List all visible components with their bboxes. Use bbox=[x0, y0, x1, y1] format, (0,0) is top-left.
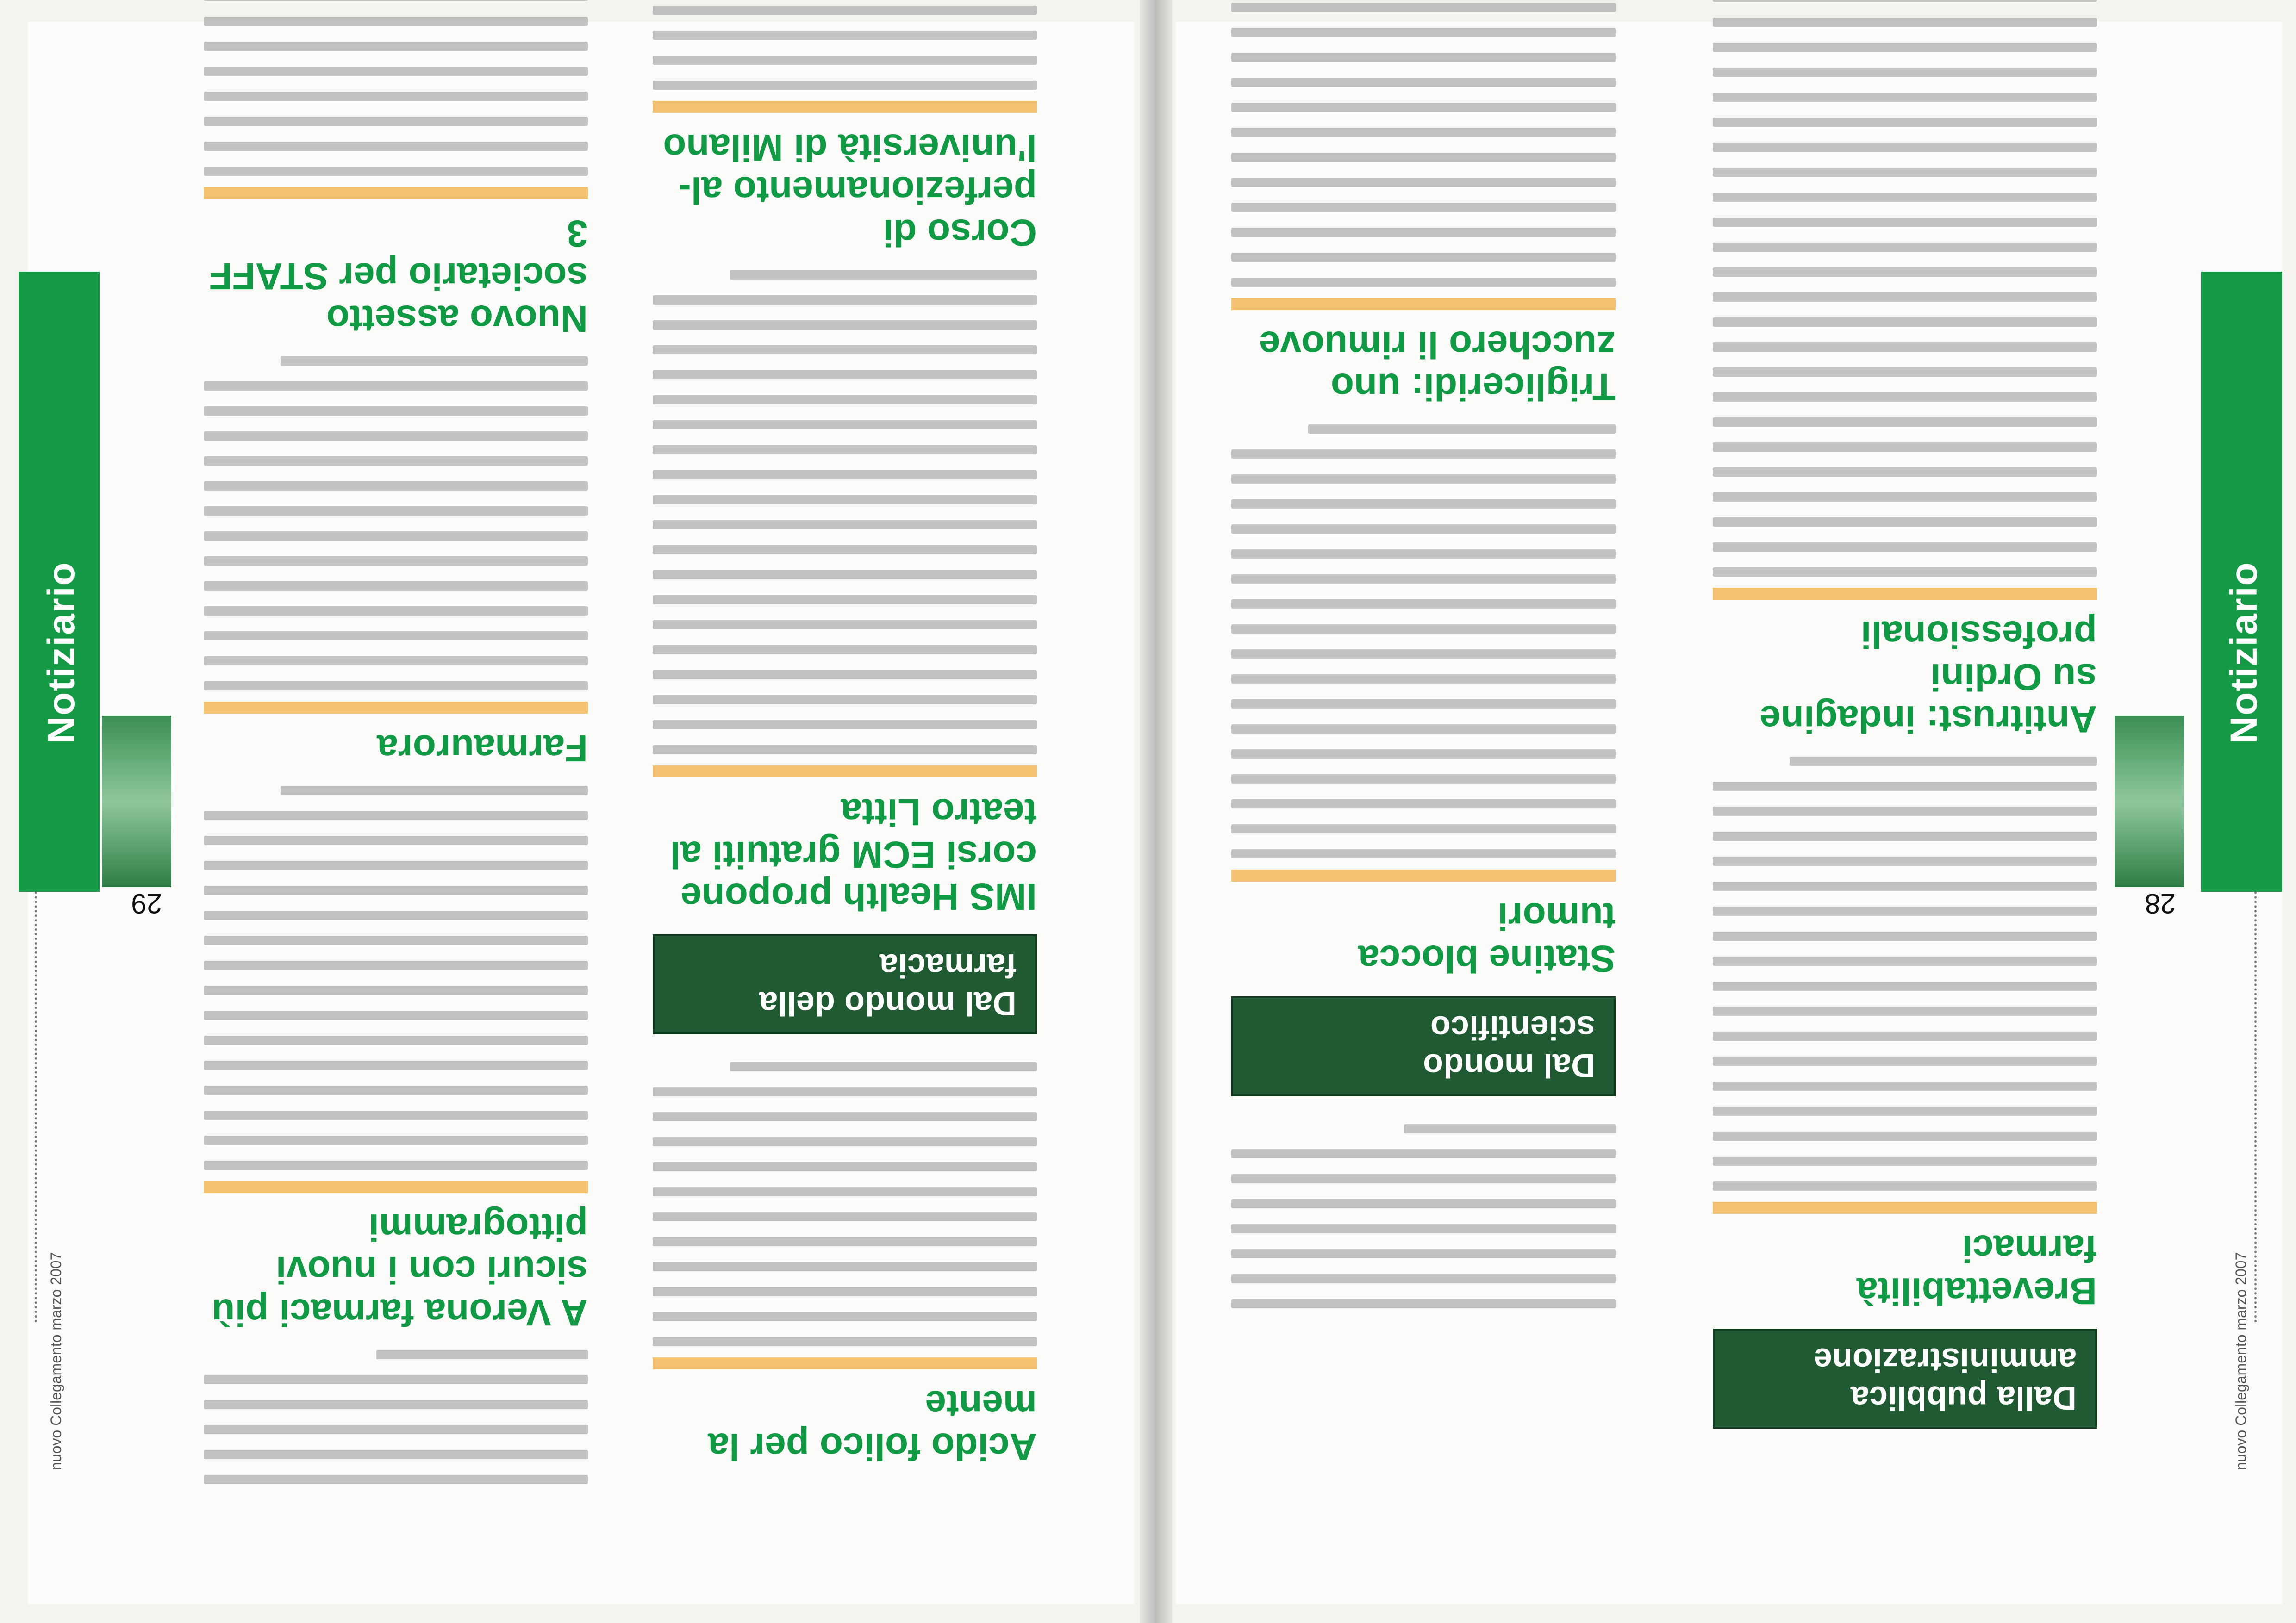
body-line bbox=[204, 1111, 588, 1120]
running-head-right: nuovo Collegamento marzo 2007 bbox=[48, 1252, 64, 1470]
body-line bbox=[1404, 1124, 1616, 1133]
body-line bbox=[653, 520, 1037, 529]
body-line bbox=[653, 445, 1037, 454]
body-line bbox=[204, 67, 588, 76]
body-line bbox=[1713, 857, 2097, 866]
body-line bbox=[1231, 774, 1616, 784]
body-line bbox=[1231, 278, 1616, 287]
body-line bbox=[653, 670, 1037, 679]
body-line bbox=[204, 167, 588, 176]
body-line bbox=[653, 1212, 1037, 1221]
body-line bbox=[1231, 624, 1616, 634]
body-line bbox=[204, 631, 588, 640]
body-line bbox=[204, 861, 588, 870]
body-line bbox=[204, 1425, 588, 1434]
body-line bbox=[204, 381, 588, 391]
body-line bbox=[204, 1086, 588, 1095]
body-line bbox=[1713, 492, 2097, 502]
left-page-column-2 bbox=[1231, 0, 1616, 1308]
body-line bbox=[1713, 1007, 2097, 1016]
body-line bbox=[1231, 549, 1616, 559]
body-line bbox=[730, 1062, 1037, 1071]
right-page-column-1 bbox=[653, 0, 1037, 1484]
article-heading: Farmaurora bbox=[377, 727, 588, 769]
body-line bbox=[204, 1375, 588, 1384]
body-line bbox=[204, 681, 588, 690]
section-bar: Dalla pubblica amministrazione bbox=[1713, 1329, 2097, 1429]
body-line bbox=[653, 1162, 1037, 1171]
body-line bbox=[1713, 782, 2097, 791]
body-line bbox=[653, 420, 1037, 429]
body-line bbox=[204, 836, 588, 845]
body-line bbox=[1713, 18, 2097, 27]
body-line bbox=[653, 545, 1037, 554]
body-line bbox=[1713, 342, 2097, 352]
body-line bbox=[1231, 1274, 1616, 1283]
body-line bbox=[653, 1237, 1037, 1246]
body-line bbox=[1713, 43, 2097, 52]
body-line bbox=[1231, 824, 1616, 833]
body-line bbox=[204, 456, 588, 466]
body-line bbox=[1713, 367, 2097, 377]
body-line bbox=[1231, 1174, 1616, 1183]
body-line bbox=[1713, 542, 2097, 552]
body-line bbox=[1231, 674, 1616, 684]
body-line bbox=[653, 1262, 1037, 1271]
body-line bbox=[204, 986, 588, 995]
body-line bbox=[1713, 168, 2097, 177]
left-page-column-1 bbox=[1713, 0, 2097, 1429]
body-line bbox=[204, 581, 588, 591]
body-line bbox=[204, 117, 588, 126]
article-heading: Statine blocca tumori bbox=[1358, 895, 1616, 980]
body-line bbox=[1713, 907, 2097, 916]
body-line bbox=[1713, 1032, 2097, 1041]
article-heading: IMS Health propone corsi ECM gratuiti al teatro Litta bbox=[670, 790, 1037, 918]
body-line bbox=[653, 1137, 1037, 1146]
body-line bbox=[1713, 317, 2097, 327]
body-line bbox=[204, 431, 588, 441]
divider-rule bbox=[204, 702, 588, 714]
body-line bbox=[204, 1011, 588, 1020]
body-line bbox=[1713, 1157, 2097, 1166]
body-line bbox=[653, 745, 1037, 754]
body-line bbox=[653, 720, 1037, 729]
body-line bbox=[1231, 524, 1616, 534]
body-line bbox=[204, 142, 588, 151]
body-line bbox=[653, 645, 1037, 654]
divider-rule bbox=[653, 765, 1037, 777]
body-line bbox=[1231, 849, 1616, 858]
body-line bbox=[653, 31, 1037, 40]
body-line bbox=[1713, 267, 2097, 277]
divider-rule bbox=[653, 1357, 1037, 1369]
section-bar: Dal mondo scientifico bbox=[1231, 996, 1616, 1096]
body-line bbox=[1231, 499, 1616, 509]
body-line bbox=[1231, 649, 1616, 659]
body-line bbox=[1713, 68, 2097, 77]
section-bar: Dal mondo della farmacia bbox=[653, 934, 1037, 1034]
body-line bbox=[1713, 807, 2097, 816]
body-line bbox=[1713, 143, 2097, 152]
body-line bbox=[204, 406, 588, 416]
article-heading: Corso di perfezionamento al- l'università di Milano bbox=[663, 126, 1037, 254]
body-line bbox=[1308, 424, 1616, 434]
body-line bbox=[1713, 467, 2097, 477]
page-number-left: 28 bbox=[2145, 888, 2176, 919]
body-line bbox=[204, 1400, 588, 1409]
body-line bbox=[204, 936, 588, 945]
article-heading: Trigliceridi: uno zucchero li rimuove bbox=[1259, 323, 1616, 408]
body-line bbox=[653, 1312, 1037, 1321]
body-line bbox=[1713, 1082, 2097, 1091]
body-line bbox=[1231, 128, 1616, 137]
body-line bbox=[1231, 3, 1616, 12]
body-line bbox=[1231, 1299, 1616, 1308]
body-line bbox=[653, 1087, 1037, 1096]
body-line bbox=[653, 570, 1037, 579]
body-line bbox=[1231, 599, 1616, 609]
body-line bbox=[653, 345, 1037, 354]
article-heading: Antitrust: indagine su Ordini professionali bbox=[1759, 613, 2097, 740]
body-line bbox=[1231, 799, 1616, 808]
body-line bbox=[1231, 749, 1616, 759]
right-page-column-2 bbox=[204, 0, 588, 1484]
body-line bbox=[653, 1112, 1037, 1121]
body-line bbox=[1231, 103, 1616, 112]
body-line bbox=[204, 606, 588, 616]
body-line bbox=[204, 886, 588, 895]
body-line bbox=[377, 1350, 588, 1359]
body-line bbox=[1231, 178, 1616, 187]
body-line bbox=[204, 17, 588, 26]
body-line bbox=[653, 81, 1037, 90]
body-line bbox=[1231, 474, 1616, 484]
body-line bbox=[1713, 957, 2097, 966]
body-line bbox=[653, 595, 1037, 604]
body-line bbox=[1231, 78, 1616, 87]
body-line bbox=[653, 470, 1037, 479]
body-line bbox=[1713, 243, 2097, 252]
body-line bbox=[204, 92, 588, 101]
body-line bbox=[204, 911, 588, 920]
body-line bbox=[1713, 118, 2097, 127]
body-line bbox=[653, 56, 1037, 65]
body-line bbox=[653, 370, 1037, 379]
body-line bbox=[204, 1136, 588, 1145]
body-line bbox=[653, 6, 1037, 15]
body-line bbox=[1231, 228, 1616, 237]
body-line bbox=[1713, 417, 2097, 427]
divider-rule bbox=[204, 1181, 588, 1193]
article-heading: Brevettabilità farmaci bbox=[1856, 1227, 2097, 1312]
divider-rule bbox=[204, 187, 588, 199]
page-number-right: 29 bbox=[131, 888, 162, 919]
divider-rule bbox=[1231, 298, 1616, 310]
body-line bbox=[204, 506, 588, 516]
body-line bbox=[1713, 1132, 2097, 1141]
body-line bbox=[1713, 832, 2097, 841]
body-line bbox=[204, 1475, 588, 1484]
body-line bbox=[653, 1337, 1037, 1346]
section-tab-label-right: Notiziario bbox=[40, 561, 82, 744]
divider-rule bbox=[653, 101, 1037, 113]
section-tab-label-left: Notiziario bbox=[2223, 561, 2265, 744]
body-line bbox=[1231, 153, 1616, 162]
body-line bbox=[1713, 392, 2097, 402]
body-line bbox=[653, 320, 1037, 330]
body-line bbox=[653, 1287, 1037, 1296]
body-line bbox=[653, 695, 1037, 704]
body-line bbox=[1713, 1057, 2097, 1066]
body-line bbox=[1713, 1107, 2097, 1116]
body-line bbox=[1713, 567, 2097, 577]
divider-rule bbox=[1231, 870, 1616, 882]
body-line bbox=[1231, 28, 1616, 37]
body-line bbox=[1713, 193, 2097, 202]
body-line bbox=[204, 556, 588, 566]
body-line bbox=[1231, 1199, 1616, 1208]
body-line bbox=[281, 786, 588, 795]
body-line bbox=[1713, 1181, 2097, 1191]
body-line bbox=[204, 961, 588, 970]
body-line bbox=[1713, 0, 2097, 2]
body-line bbox=[653, 295, 1037, 305]
divider-rule bbox=[1713, 1202, 2097, 1214]
body-line bbox=[1231, 574, 1616, 584]
body-line bbox=[1713, 292, 2097, 302]
body-line bbox=[204, 1036, 588, 1045]
body-line bbox=[1231, 1224, 1616, 1233]
body-line bbox=[204, 42, 588, 51]
body-line bbox=[1231, 699, 1616, 709]
body-line bbox=[204, 1161, 588, 1170]
body-line bbox=[1713, 218, 2097, 227]
body-line bbox=[653, 620, 1037, 629]
body-line bbox=[204, 811, 588, 820]
body-line bbox=[281, 356, 588, 366]
body-line bbox=[1790, 757, 2097, 766]
article-heading: A Verona farmaci più sicuri con i nuovi pittogrammi bbox=[212, 1206, 588, 1333]
body-line bbox=[1713, 93, 2097, 102]
hourglass-image-left bbox=[2115, 716, 2184, 887]
body-line bbox=[730, 270, 1037, 280]
body-line bbox=[204, 531, 588, 541]
body-line bbox=[1231, 1149, 1616, 1158]
hourglass-image-right bbox=[102, 716, 171, 887]
body-line bbox=[204, 656, 588, 665]
body-line bbox=[204, 1061, 588, 1070]
body-line bbox=[1231, 253, 1616, 262]
body-line bbox=[653, 395, 1037, 404]
body-line bbox=[1713, 882, 2097, 891]
body-line bbox=[1713, 932, 2097, 941]
body-line bbox=[204, 0, 588, 1]
body-line bbox=[1231, 724, 1616, 734]
divider-rule bbox=[1713, 588, 2097, 600]
body-line bbox=[1231, 53, 1616, 62]
article-heading: Nuovo assetto societario per STAFF 3 bbox=[209, 212, 588, 340]
body-line bbox=[1231, 449, 1616, 459]
body-line bbox=[1713, 517, 2097, 527]
body-line bbox=[204, 1450, 588, 1459]
body-line bbox=[1231, 1249, 1616, 1258]
running-head-left: nuovo Collegamento marzo 2007 bbox=[2233, 1252, 2249, 1470]
body-line bbox=[1713, 982, 2097, 991]
body-line bbox=[1713, 442, 2097, 452]
body-line bbox=[1231, 203, 1616, 212]
article-heading: Acido folico per la mente bbox=[708, 1383, 1037, 1468]
body-line bbox=[653, 1187, 1037, 1196]
body-line bbox=[204, 481, 588, 491]
spine-gutter bbox=[1140, 0, 1172, 1623]
body-line bbox=[653, 495, 1037, 504]
